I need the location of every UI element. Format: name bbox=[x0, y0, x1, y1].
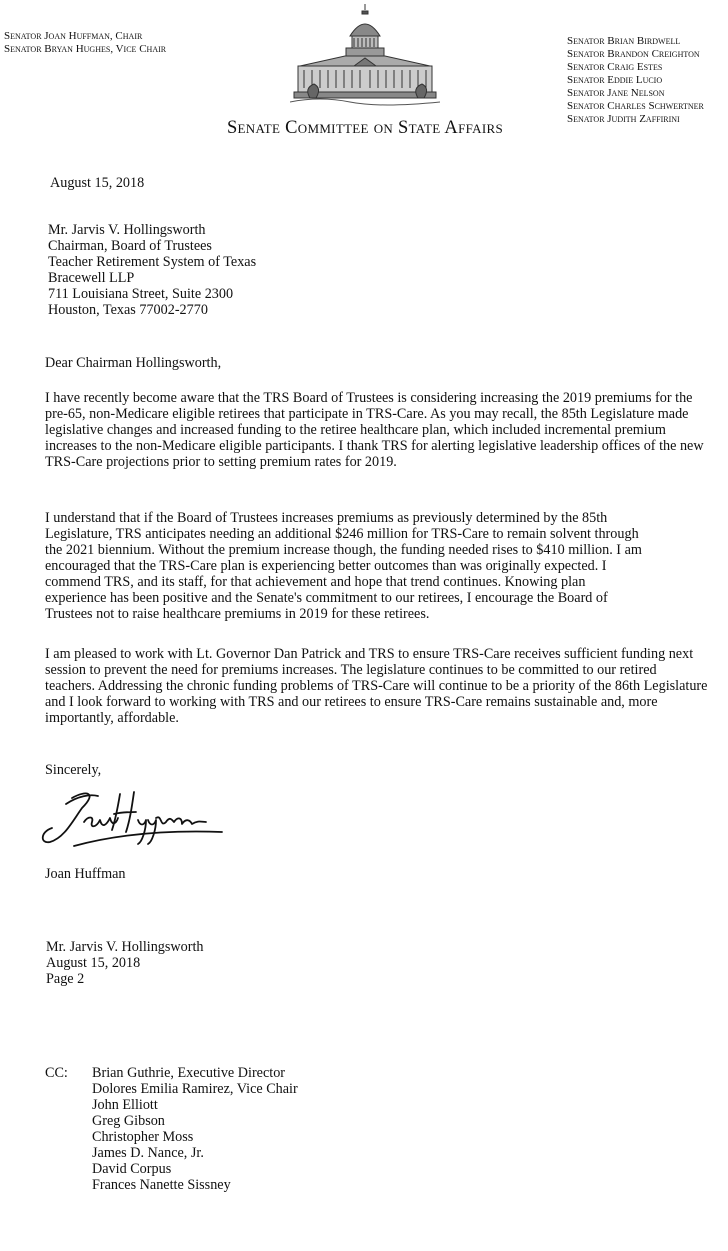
chair-name: Senator Joan Huffman, Chair bbox=[4, 30, 143, 42]
letterhead-members bbox=[567, 35, 704, 126]
paragraph-3: I am pleased to work with Lt. Governor Dan Patrick and TRS to ensure TRS-Care receives sufficient funding next session to prevent the need for premiums increases. The legislature continues to be committed to our retired teachers. Addressing the chronic funding problems of TRS-Care will continue to be a priority of the 86th Legislature and I look forward to working with TRS and our retirees to ensure TRS-Care remains sustainable and, more importantly, affordable. bbox=[45, 646, 708, 726]
paragraph-2 bbox=[45, 510, 710, 622]
paragraph-line: Legislature, TRS anticipates needing an additional $246 million for TRS-Care to remain solvent through bbox=[45, 526, 639, 542]
paragraph-line: commend TRS, and its staff, for that achievement and hope that trend continues. Knowing plan bbox=[45, 574, 586, 590]
letterhead-chairs bbox=[4, 30, 166, 55]
paragraph-line: encouraged that the TRS-Care plan is experiencing better outcomes than was originally expected. I bbox=[45, 558, 607, 574]
address-line: Houston, Texas 77002-2770 bbox=[48, 302, 208, 318]
handwritten-signature-icon bbox=[38, 782, 228, 852]
letter-date: August 15, 2018 bbox=[50, 175, 145, 191]
page2-date: August 15, 2018 bbox=[46, 955, 141, 971]
paragraph-line: Trustees not to raise healthcare premiums in 2019 for these retirees. bbox=[45, 606, 430, 622]
paragraph-line: experience has been positive and the Senate's commitment to our retirees, I encourage the Board of bbox=[45, 590, 608, 606]
cc-recipient: James D. Nance, Jr. bbox=[92, 1145, 204, 1161]
page2-number: Page 2 bbox=[46, 971, 85, 987]
member-name: Senator Judith Zaffirini bbox=[567, 113, 680, 125]
address-line: Mr. Jarvis V. Hollingsworth bbox=[48, 222, 206, 238]
capitol-building-icon bbox=[290, 2, 440, 110]
cc-label: CC: bbox=[45, 1065, 68, 1081]
cc-recipient: Brian Guthrie, Executive Director bbox=[92, 1065, 286, 1081]
member-name: Senator Brian Birdwell bbox=[567, 35, 681, 47]
vice-chair-name: Senator Bryan Hughes, Vice Chair bbox=[4, 42, 167, 55]
address-line: Bracewell LLP bbox=[48, 270, 135, 286]
address-line: 711 Louisiana Street, Suite 2300 bbox=[48, 286, 234, 302]
member-name: Senator Brandon Creighton bbox=[567, 48, 700, 60]
recipient-address bbox=[48, 222, 256, 318]
page2-header bbox=[46, 939, 204, 987]
cc-recipient: John Elliott bbox=[92, 1097, 158, 1113]
paragraph-1: I have recently become aware that the TRS Board of Trustees is considering increasing the 2019 premiums for the pre-65, non-Medicare eligible retirees that participate in TRS-Care. As you may recall, the 85th Legislature made legislative changes and increased funding to the retiree healthcare plan, which included incremental premium increases to the non-Medicare eligible participants. I thank TRS for alerting legislative leadership offices of the new TRS-Care projections prior to setting premium rates for 2019. bbox=[45, 390, 704, 470]
signer-name: Joan Huffman bbox=[45, 866, 126, 882]
cc-recipient: Frances Nanette Sissney bbox=[92, 1177, 231, 1193]
cc-recipient: David Corpus bbox=[92, 1161, 172, 1177]
member-name: Senator Craig Estes bbox=[567, 61, 663, 73]
cc-list bbox=[92, 1065, 298, 1193]
closing: Sincerely, bbox=[45, 762, 102, 778]
cc-recipient: Greg Gibson bbox=[92, 1113, 165, 1129]
address-line: Teacher Retirement System of Texas bbox=[48, 254, 257, 270]
paragraph-line: I understand that if the Board of Trustees increases premiums as previously determined by the 85th bbox=[45, 510, 608, 526]
member-name: Senator Eddie Lucio bbox=[567, 74, 663, 86]
salutation: Dear Chairman Hollingsworth, bbox=[45, 355, 222, 371]
page2-recipient: Mr. Jarvis V. Hollingsworth bbox=[46, 939, 204, 955]
cc-recipient: Christopher Moss bbox=[92, 1129, 194, 1145]
committee-title: Senate Committee on State Affairs bbox=[226, 118, 504, 138]
member-name: Senator Jane Nelson bbox=[567, 87, 665, 99]
paragraph-line: the 2021 biennium. Without the premium increase though, the funding needed rises to $410 million. I am bbox=[45, 542, 642, 558]
member-name: Senator Charles Schwertner bbox=[567, 100, 704, 112]
address-line: Chairman, Board of Trustees bbox=[48, 238, 212, 254]
cc-recipient: Dolores Emilia Ramirez, Vice Chair bbox=[92, 1081, 298, 1097]
